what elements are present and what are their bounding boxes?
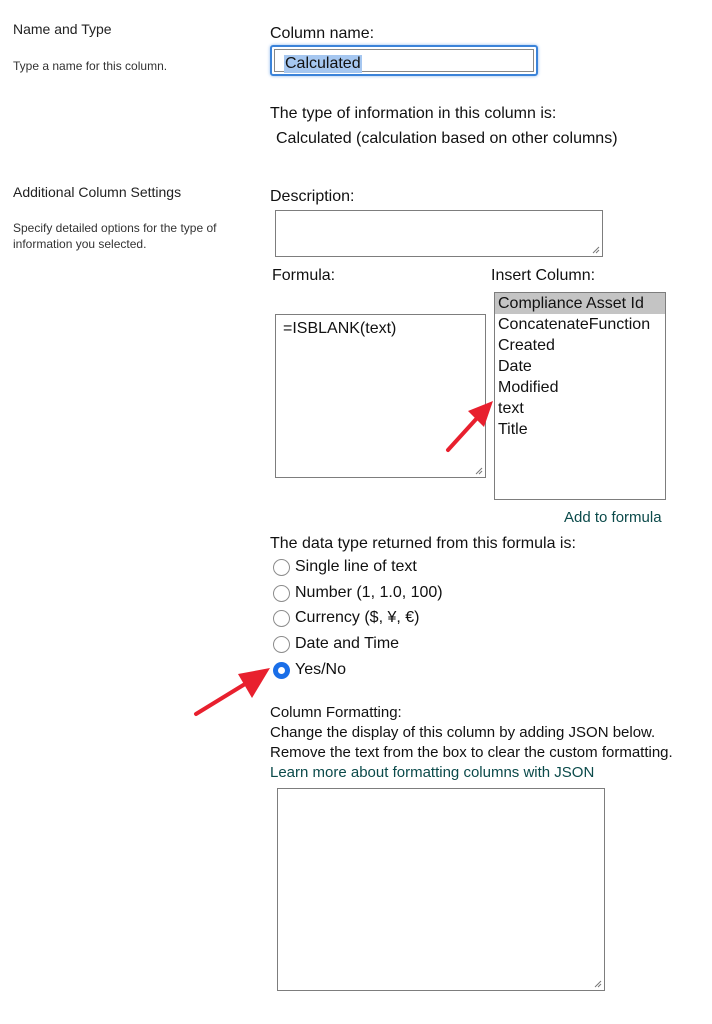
return-type-label: The data type returned from this formula is: — [270, 535, 576, 552]
listbox-option-concatenatefunction[interactable]: ConcatenateFunction — [498, 316, 651, 333]
radio-label[interactable]: Number (1, 1.0, 100) — [295, 584, 443, 601]
radio-button[interactable] — [273, 610, 290, 627]
radio-label[interactable]: Date and Time — [295, 635, 400, 652]
type-info-value: Calculated (calculation based on other columns) — [276, 130, 618, 147]
json-formatting-textarea[interactable] — [277, 788, 605, 991]
radio-button[interactable] — [273, 559, 290, 576]
radio-label[interactable]: Currency ($, ¥, €) — [295, 609, 420, 626]
column-name-label: Column name: — [270, 25, 375, 42]
additional-settings-title: Additional Column Settings — [13, 184, 182, 200]
formatting-help-link[interactable]: Learn more about formatting columns with JSON — [270, 764, 595, 781]
formula-label: Formula: — [272, 267, 336, 284]
radio-button[interactable] — [273, 636, 290, 653]
column-name-input[interactable] — [274, 49, 534, 72]
annotation-arrow-icon — [190, 660, 280, 720]
name-type-title: Name and Type — [13, 21, 112, 37]
additional-settings-description: Specify detailed options for the type of information you selected. — [13, 221, 217, 251]
resize-grip-icon[interactable] — [474, 466, 483, 475]
description-label: Description: — [270, 188, 355, 205]
annotation-arrow-icon — [440, 395, 500, 455]
listbox-option-date[interactable]: Date — [498, 358, 532, 375]
type-info-label: The type of information in this column is: — [270, 105, 557, 122]
listbox-option-modified[interactable]: Modified — [498, 379, 559, 396]
listbox-option-compliance-asset-id[interactable]: Compliance Asset Id — [495, 293, 665, 314]
name-type-description: Type a name for this column. — [13, 59, 168, 73]
column-name-field[interactable] — [270, 45, 538, 76]
add-to-formula-link[interactable]: Add to formula — [564, 509, 662, 526]
listbox-option-text[interactable]: text — [498, 400, 524, 417]
column-formatting-line1: Change the display of this column by adding JSON below. — [270, 724, 656, 741]
radio-label[interactable]: Single line of text — [295, 558, 417, 575]
formula-value: =ISBLANK(text) — [283, 320, 397, 337]
listbox-option-title[interactable]: Title — [498, 421, 528, 438]
column-formatting-line2: Remove the text from the box to clear the custom formatting. — [270, 744, 673, 761]
resize-grip-icon[interactable] — [591, 245, 600, 254]
description-textarea[interactable] — [275, 210, 603, 257]
insert-column-label: Insert Column: — [491, 267, 596, 284]
column-name-value: Calculated — [285, 55, 361, 72]
resize-grip-icon[interactable] — [593, 979, 602, 988]
insert-column-listbox[interactable] — [494, 292, 666, 500]
listbox-option-created[interactable]: Created — [498, 337, 555, 354]
column-formatting-title: Column Formatting: — [270, 704, 402, 721]
radio-label[interactable]: Yes/No — [295, 661, 346, 678]
radio-button[interactable] — [273, 585, 290, 602]
